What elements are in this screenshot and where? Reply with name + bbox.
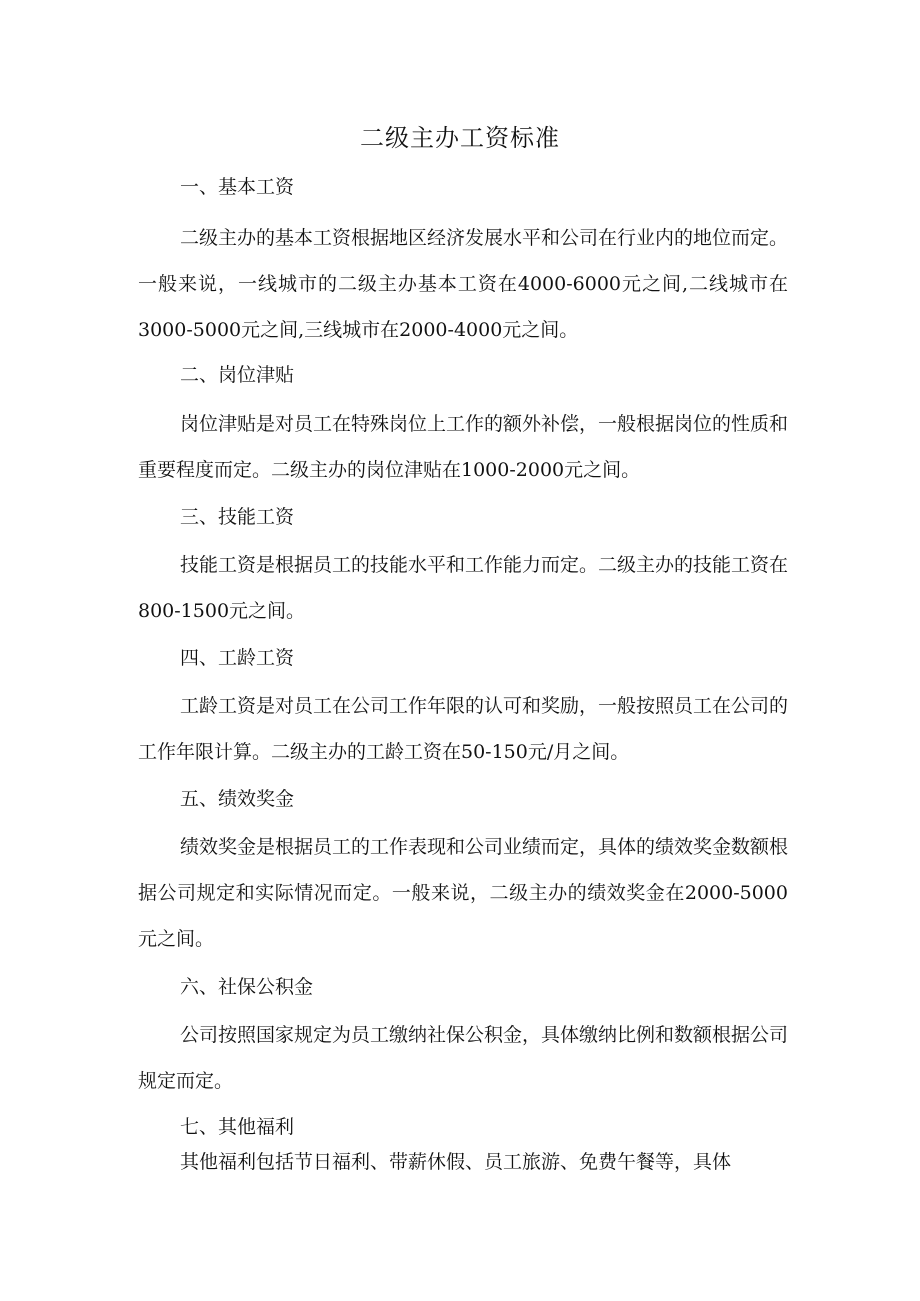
section-body-social-security: 公司按照国家规定为员工缴纳社保公积金，具体缴纳比例和数额根据公司规定而定。 [138, 1024, 789, 1092]
section-heading-post-allowance: 二、岗位津贴 [180, 364, 295, 386]
section-body-other-benefits: 其他福利包括节日福利、带薪休假、员工旅游、免费午餐等，具体 [180, 1151, 732, 1173]
section-heading-skill-salary: 三、技能工资 [180, 506, 295, 528]
section-body-post-allowance: 岗位津贴是对员工在特殊岗位上工作的额外补偿，一般根据岗位的性质和重要程度而定。二级主办的岗位津贴在1000-2000元之间。 [138, 413, 789, 481]
section-heading-basic-salary: 一、基本工资 [180, 176, 295, 198]
section-body-skill-salary: 技能工资是根据员工的技能水平和工作能力而定。二级主办的技能工资在800-1500元之间。 [138, 554, 789, 622]
section-heading-social-security: 六、社保公积金 [180, 976, 314, 998]
section-body-basic-salary: 二级主办的基本工资根据地区经济发展水平和公司在行业内的地位而定。一般来说，一线城市的二级主办基本工资在4000-6000元之间,二线城市在3000-5000元之间,三线城市在2000-4000元之间。 [138, 227, 789, 341]
section-heading-other-benefits: 七、其他福利 [180, 1116, 295, 1138]
section-body-performance-bonus: 绩效奖金是根据员工的工作表现和公司业绩而定，具体的绩效奖金数额根据公司规定和实际情况而定。一般来说，二级主办的绩效奖金在2000-5000元之间。 [138, 836, 789, 950]
section-body-seniority-salary: 工龄工资是对员工在公司工作年限的认可和奖励，一般按照员工在公司的工作年限计算。二级主办的工龄工资在50-150元/月之间。 [138, 695, 789, 763]
document-title: 二级主办工资标准 [360, 124, 560, 152]
section-heading-performance-bonus: 五、绩效奖金 [180, 788, 295, 810]
section-heading-seniority-salary: 四、工龄工资 [180, 647, 295, 669]
